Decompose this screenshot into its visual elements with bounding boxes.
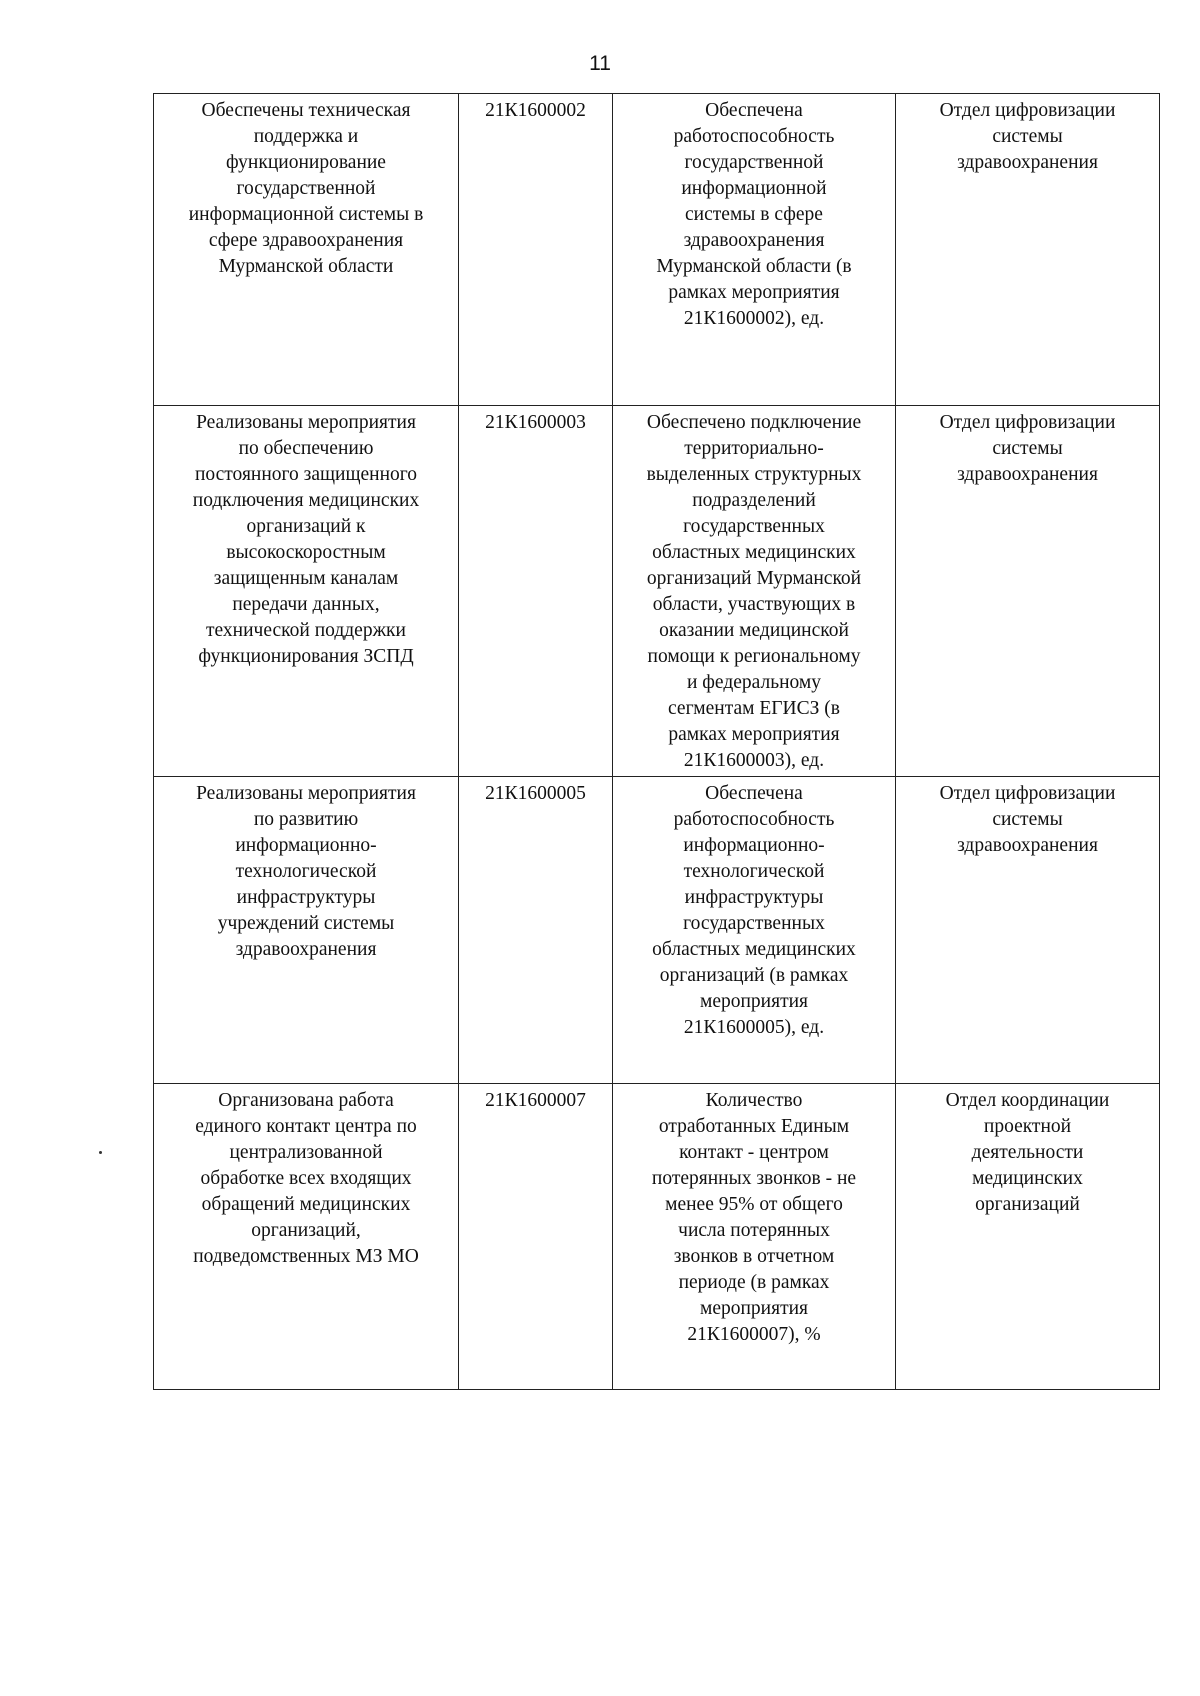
measures-table [153, 93, 1160, 1390]
indicator-cell: Обеспечена работоспособность информационно- технологической инфраструктуры государственных областных медицинских организаций (в рамках мероприятия 21К1600005), ед. [613, 777, 896, 1084]
task-cell: Реализованы мероприятия по развитию информационно- технологической инфраструктуры учреждений системы здравоохранения [154, 777, 459, 1084]
indicator-cell: Количество отработанных Единым контакт - центром потерянных звонков - не менее 95% от общего числа потерянных звонков в отчетном периоде (в рамках мероприятия 21К1600007), % [613, 1084, 896, 1390]
task-cell: Реализованы мероприятия по обеспечению постоянного защищенного подключения медицинских организаций к высокоскоростным защищенным каналам передачи данных, технической поддержки функционирования ЗСПД [154, 406, 459, 777]
responsible-cell: Отдел цифровизации системы здравоохранения [896, 94, 1160, 406]
table-row [154, 777, 1160, 1084]
responsible-cell: Отдел цифровизации системы здравоохранения [896, 406, 1160, 777]
table-row [154, 406, 1160, 777]
table-row [154, 94, 1160, 406]
code-cell: 21К1600005 [459, 777, 613, 1084]
responsible-cell: Отдел цифровизации системы здравоохранения [896, 777, 1160, 1084]
code-cell: 21К1600007 [459, 1084, 613, 1390]
scan-artifact-dot [99, 1151, 102, 1154]
responsible-cell: Отдел координации проектной деятельности медицинских организаций [896, 1084, 1160, 1390]
page-number: 11 [589, 52, 611, 75]
code-cell: 21К1600002 [459, 94, 613, 406]
table-row [154, 1084, 1160, 1390]
code-cell: 21К1600003 [459, 406, 613, 777]
indicator-cell: Обеспечена работоспособность государственной информационной системы в сфере здравоохранения Мурманской области (в рамках мероприятия 21К1600002), ед. [613, 94, 896, 406]
task-cell: Организована работа единого контакт центра по централизованной обработке всех входящих обращений медицинских организаций, подведомственных МЗ МО [154, 1084, 459, 1390]
task-cell: Обеспечены техническая поддержка и функционирование государственной информационной системы в сфере здравоохранения Мурманской области [154, 94, 459, 406]
indicator-cell: Обеспечено подключение территориально- выделенных структурных подразделений государственных областных медицинских организаций Мурманской области, участвующих в оказании медицинской помощи к региональному и федеральному сегментам ЕГИСЗ (в рамках мероприятия 21К1600003), ед. [613, 406, 896, 777]
